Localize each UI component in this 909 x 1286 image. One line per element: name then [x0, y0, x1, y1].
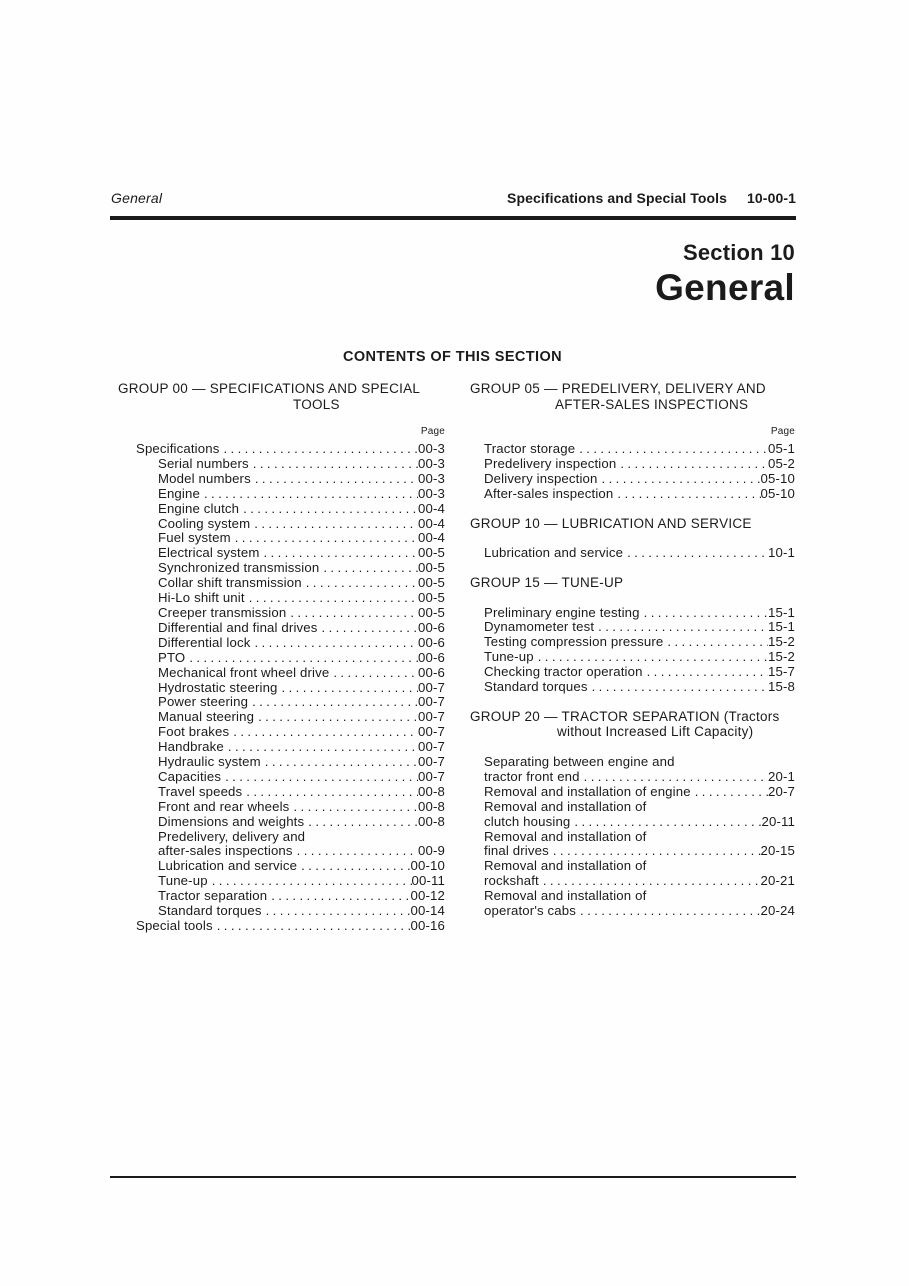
group-header-line: GROUP 10 — LUBRICATION AND SERVICE — [470, 515, 752, 531]
toc-entry — [470, 844, 795, 859]
dot-leader — [254, 710, 418, 725]
toc-entry — [470, 620, 795, 635]
toc-entry — [118, 591, 445, 606]
toc-entry-label: Predelivery, delivery and — [158, 828, 306, 844]
toc-entry-page: 00-5 — [418, 575, 445, 591]
dot-leader — [286, 606, 418, 621]
toc-entry-page: 15-1 — [768, 619, 795, 635]
toc-entry — [470, 457, 795, 472]
dot-leader — [262, 904, 411, 919]
dot-leader — [229, 725, 418, 740]
toc-entry-label: Front and rear wheels — [158, 798, 290, 814]
toc-entry — [470, 546, 795, 561]
group-header-line: GROUP 05 — PREDELIVERY, DELIVERY AND — [470, 381, 766, 396]
dot-leader — [250, 636, 418, 651]
group-header-line: GROUP 20 — TRACTOR SEPARATION (Tractors — [470, 708, 780, 724]
toc-entry-label: Lubrication and service — [158, 858, 298, 874]
toc-entry-page: 00-5 — [418, 604, 445, 620]
running-header — [111, 190, 796, 206]
toc-entry-page: 10-1 — [768, 545, 795, 561]
toc-group — [470, 381, 795, 502]
toc-entry — [118, 800, 445, 815]
toc-entry-page: 00-10 — [410, 858, 445, 874]
dot-leader — [643, 665, 768, 680]
dot-leader — [278, 681, 418, 696]
toc-entry-label: Engine — [158, 485, 200, 501]
toc-entry — [470, 859, 795, 874]
toc-entry-label: After-sales inspection — [484, 485, 614, 501]
toc-entry-label: Testing compression pressure — [484, 634, 664, 650]
toc-entry-page: 20-21 — [760, 873, 795, 889]
dot-leader — [329, 666, 418, 681]
running-header-page-code: 10-00-1 — [747, 190, 796, 206]
toc-entry-label: Special tools — [136, 918, 213, 933]
dot-leader — [549, 844, 761, 859]
toc-entry-label: Electrical system — [158, 545, 260, 561]
dot-leader — [219, 442, 418, 457]
dot-leader — [318, 621, 418, 636]
toc-entry-label: final drives — [484, 843, 549, 859]
toc-entry-page: 00-4 — [418, 530, 445, 546]
section-label: Section 10 — [682, 240, 795, 265]
toc-group — [470, 516, 795, 561]
toc-entry-page: 05-1 — [768, 441, 795, 456]
toc-entry — [470, 800, 795, 815]
toc-entry-label: Removal and installation of — [484, 858, 647, 874]
toc-entry-page: 00-7 — [418, 724, 445, 740]
toc-entry-label: Preliminary engine testing — [484, 604, 640, 620]
toc-entry-label: Capacities — [158, 768, 222, 784]
dot-leader — [250, 517, 418, 532]
toc-entry-page: 05-10 — [760, 485, 795, 501]
toc-entry — [118, 576, 445, 591]
dot-leader — [213, 919, 411, 934]
toc-entry-label: Travel speeds — [158, 783, 243, 799]
toc-entry-label: Dimensions and weights — [158, 813, 305, 829]
dot-leader — [208, 874, 412, 889]
toc-entry — [118, 785, 445, 800]
toc-entry — [470, 472, 795, 487]
running-header-left: General — [111, 190, 163, 206]
toc-entry-label: Cooling system — [158, 515, 251, 531]
toc-entry-page: 00-6 — [418, 649, 445, 665]
toc-entry-page: 00-7 — [418, 679, 445, 695]
toc-entry-page: 00-6 — [418, 634, 445, 650]
toc-entry-page: 00-16 — [410, 918, 445, 933]
toc-entry-label: Foot brakes — [158, 724, 230, 740]
dot-leader — [616, 457, 768, 472]
toc-entry-label: Standard torques — [158, 903, 262, 919]
toc-entry-page: 20-11 — [761, 813, 795, 829]
toc-group-entries — [470, 606, 795, 695]
toc-entry-page: 00-6 — [418, 619, 445, 635]
toc-entry — [470, 635, 795, 650]
toc-entry — [118, 546, 445, 561]
toc-entry-label: Creeper transmission — [158, 604, 287, 620]
toc-entry — [118, 859, 445, 874]
toc-entry-label: Tractor separation — [158, 888, 268, 904]
dot-leader — [231, 531, 418, 546]
dot-leader — [185, 651, 418, 666]
toc-entry-label: Removal and installation of — [484, 798, 647, 814]
dot-leader — [304, 815, 418, 830]
toc-entry-page: 00-5 — [418, 545, 445, 561]
toc-entry-label: Dynamometer test — [484, 619, 595, 635]
dot-leader — [259, 546, 418, 561]
page-column-label: Page — [420, 426, 445, 437]
group-header-line: TOOLS — [293, 396, 340, 412]
toc-entry-label: Lubrication and service — [484, 545, 624, 561]
toc-entry-label: after-sales inspections — [158, 843, 293, 859]
toc-entry — [470, 889, 795, 904]
toc-entry — [118, 457, 445, 472]
toc-entry-page: 00-7 — [418, 709, 445, 725]
toc-entry — [118, 844, 445, 859]
toc-entry — [118, 517, 445, 532]
toc-entry — [118, 725, 445, 740]
section-title: General — [655, 267, 795, 308]
toc-entry-label: Removal and installation of engine — [484, 783, 691, 799]
toc-entry-label: Synchronized transmission — [158, 560, 320, 576]
dot-leader — [297, 859, 410, 874]
toc-entry-label: Predelivery inspection — [484, 455, 617, 471]
dot-leader — [598, 472, 761, 487]
toc-entry-page: 00-12 — [410, 888, 445, 904]
toc-entry-page: 00-4 — [418, 515, 445, 531]
toc-entry-label: Mechanical front wheel drive — [158, 664, 330, 680]
dot-leader — [640, 606, 768, 621]
toc-entry — [470, 487, 795, 502]
toc-entry-label: Delivery inspection — [484, 470, 598, 486]
toc-entry-label: Checking tractor operation — [484, 664, 643, 680]
dot-leader — [588, 680, 768, 695]
toc-entry — [118, 442, 445, 457]
toc-column-right — [470, 381, 795, 934]
dot-leader — [293, 844, 418, 859]
dot-leader — [289, 800, 418, 815]
toc-entry — [470, 785, 795, 800]
toc-entry-label: PTO — [158, 649, 186, 665]
toc-entry-page: 00-4 — [418, 500, 445, 516]
toc-column-left — [118, 381, 445, 934]
running-header-title: Specifications and Special Tools — [507, 190, 728, 206]
toc-entry — [470, 665, 795, 680]
toc-entry — [118, 695, 445, 710]
toc-entry-page: 20-15 — [760, 843, 795, 859]
dot-leader — [248, 695, 418, 710]
section-block — [110, 240, 795, 306]
toc-entry — [470, 755, 795, 770]
toc-entry-page: 00-7 — [418, 768, 445, 784]
toc-entry-page: 15-2 — [768, 634, 795, 650]
toc-entry-page: 00-7 — [418, 739, 445, 755]
toc-entry-label: Serial numbers — [158, 455, 249, 471]
toc-entry-page: 00-6 — [418, 664, 445, 680]
toc-entry — [470, 442, 795, 457]
toc-entry — [470, 680, 795, 695]
toc-entry — [118, 681, 445, 696]
toc-entry — [118, 815, 445, 830]
toc-entry-page: 15-7 — [768, 664, 795, 680]
page-column-label: Page — [770, 426, 795, 437]
dot-leader — [242, 785, 418, 800]
toc-entry — [470, 815, 795, 830]
toc-entry-label: Specifications — [136, 441, 220, 456]
toc-group-entries — [470, 546, 795, 561]
toc-entry-label: operator's cabs — [484, 903, 576, 919]
toc-entry-page: 00-3 — [418, 455, 445, 471]
toc-entry — [118, 710, 445, 725]
toc-entry-label: Tractor storage — [484, 441, 576, 456]
group-header-line: GROUP 00 — SPECIFICATIONS AND SPECIAL — [118, 381, 421, 396]
dot-leader — [594, 620, 768, 635]
footer-rule — [110, 1176, 796, 1178]
toc-entry — [118, 502, 445, 517]
toc-entry — [118, 889, 445, 904]
toc-entry — [118, 919, 445, 934]
toc-entry — [118, 740, 445, 755]
running-header-right — [507, 190, 796, 206]
dot-leader — [261, 755, 418, 770]
toc-entry-page: 00-3 — [418, 441, 445, 456]
dot-leader — [575, 442, 768, 457]
dot-leader — [613, 487, 760, 502]
toc-entry — [118, 755, 445, 770]
toc-entry-page: 00-3 — [418, 470, 445, 486]
dot-leader — [580, 770, 768, 785]
toc-entry — [118, 904, 445, 919]
toc-entry-page: 00-8 — [418, 783, 445, 799]
dot-leader — [570, 815, 761, 830]
toc-entry-label: Separating between engine and — [484, 753, 675, 769]
toc-entry-page: 05-2 — [768, 455, 795, 471]
dot-leader — [224, 740, 418, 755]
toc-entry-label: Hi-Lo shift unit — [158, 590, 245, 606]
toc-entry — [470, 874, 795, 889]
toc-entry — [470, 606, 795, 621]
dot-leader — [576, 904, 761, 919]
toc-entry-page: 00-5 — [418, 590, 445, 606]
toc-entry-label: Hydrostatic steering — [158, 679, 278, 695]
toc-entry-label: Collar shift transmission — [158, 575, 302, 591]
dot-leader — [200, 487, 418, 502]
dot-leader — [691, 785, 768, 800]
dot-leader — [249, 457, 418, 472]
toc-entry — [470, 904, 795, 919]
toc-entry-page: 05-10 — [760, 470, 795, 486]
toc-entry-label: Tune-up — [158, 873, 208, 889]
dot-leader — [539, 874, 761, 889]
toc-entry-label: Manual steering — [158, 709, 255, 725]
toc-entry-label: Removal and installation of — [484, 888, 647, 904]
toc-group — [470, 709, 795, 919]
toc-group-entries — [470, 755, 795, 919]
dot-leader — [251, 472, 418, 487]
toc-entry-page: 00-3 — [418, 485, 445, 501]
toc-entry-label: Model numbers — [158, 470, 251, 486]
toc-entry — [118, 472, 445, 487]
toc-entry-label: rockshaft — [484, 873, 539, 889]
toc-entry-label: Differential and final drives — [158, 619, 318, 635]
dot-leader — [221, 770, 418, 785]
toc-entry-page: 20-1 — [768, 768, 795, 784]
toc-entry-page: 00-9 — [418, 843, 445, 859]
toc-entry — [118, 561, 445, 576]
toc-entry-label: Standard torques — [484, 679, 588, 695]
toc-entry — [470, 830, 795, 845]
toc-entry — [118, 874, 445, 889]
toc-entry — [118, 636, 445, 651]
toc-entry-page: 00-8 — [418, 798, 445, 814]
toc-entry-page: 00-7 — [418, 754, 445, 770]
group-header-line: AFTER-SALES INSPECTIONS — [555, 396, 749, 412]
toc-group — [470, 575, 795, 695]
dot-leader — [267, 889, 410, 904]
toc-entry-label: Power steering — [158, 694, 249, 710]
dot-leader — [302, 576, 418, 591]
toc-entry-label: clutch housing — [484, 813, 571, 829]
toc-entry-label: Fuel system — [158, 530, 231, 546]
dot-leader — [663, 635, 768, 650]
toc-entry-label: Tune-up — [484, 649, 534, 665]
toc-entry — [118, 531, 445, 546]
toc-entry-page: 15-2 — [768, 649, 795, 665]
toc-entry-page: 00-8 — [418, 813, 445, 829]
toc-entry-page: 15-1 — [768, 604, 795, 620]
dot-leader — [623, 546, 768, 561]
toc-entry — [118, 666, 445, 681]
toc-entry — [118, 606, 445, 621]
toc-entry — [470, 650, 795, 665]
toc-entry-label: Handbrake — [158, 739, 224, 755]
toc-group — [118, 381, 445, 934]
toc-entry-label: Removal and installation of — [484, 828, 647, 844]
contents-title: CONTENTS OF THIS SECTION — [342, 349, 563, 365]
toc-entry — [118, 770, 445, 785]
toc-entry — [470, 770, 795, 785]
toc-entry-label: tractor front end — [484, 768, 580, 784]
group-header-line: GROUP 15 — TUNE-UP — [470, 575, 624, 591]
toc-entry — [118, 487, 445, 502]
toc-columns — [118, 381, 795, 934]
dot-leader — [534, 650, 768, 665]
dot-leader — [319, 561, 418, 576]
toc-entry-page: 00-11 — [411, 873, 445, 889]
toc-entry — [118, 830, 445, 845]
toc-entry — [118, 651, 445, 666]
toc-entry-page: 15-8 — [768, 679, 795, 695]
toc-entry — [118, 621, 445, 636]
header-rule — [110, 216, 796, 220]
dot-leader — [245, 591, 418, 606]
toc-entry-label: Differential lock — [158, 634, 251, 650]
toc-entry-label: Engine clutch — [158, 500, 240, 516]
dot-leader — [239, 502, 418, 517]
toc-entry-page: 20-24 — [760, 903, 795, 919]
toc-entry-page: 00-5 — [418, 560, 445, 576]
toc-entry-page: 00-7 — [418, 694, 445, 710]
toc-entry-page: 00-14 — [410, 903, 445, 919]
group-header-line: without Increased Lift Capacity) — [557, 724, 754, 740]
toc-entry-page: 20-7 — [768, 783, 795, 799]
toc-entry-label: Hydraulic system — [158, 754, 261, 770]
